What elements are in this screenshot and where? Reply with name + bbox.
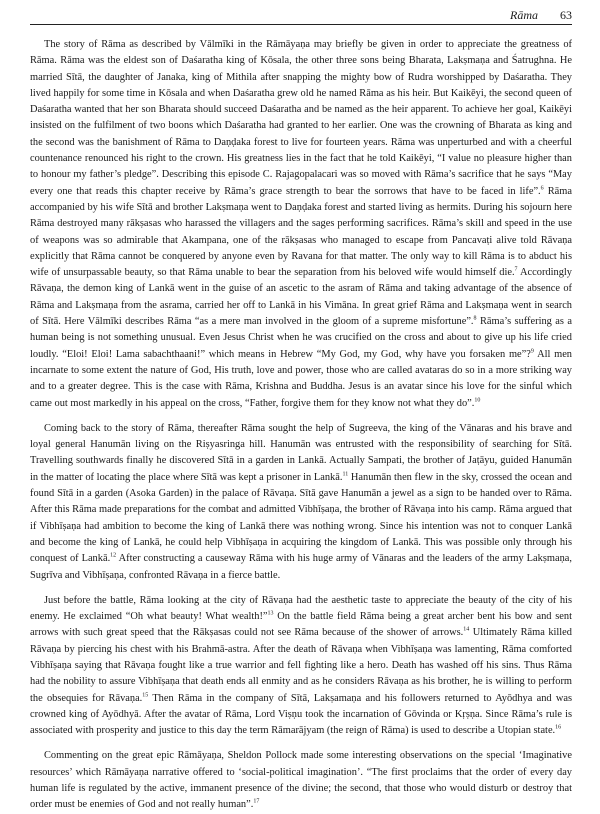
footnote-ref: 15 — [142, 692, 149, 699]
paragraph — [30, 421, 572, 584]
text-run: The story of Rāma as described by Vālmīki in the Rāmāyaṇa may briefly be given in order to appreciate the greatness of Rāma. Rāma was the eldest son of Daśaratha king of Kōsala, the other three sons being Bharata, Lakṣmaṇa and Śatrughna. He married Sītā, the daughter of Janaka, king of Mithila after snapping the mighty bow of Rudra worshipped by Daśaratha. They lived happily for some time in Kōsala and when Daśaratha grew old he named Rāma as his heir. But Kaikēyi, the second queen of Daśaratha wanted that her son Bharata should succeed Daśaratha and be named as the heir apparent. To achieve her goal, Kaikēyi insisted on the fulfilment of two boons which Daśaratha had granted to her earlier. One was the crowning of Bharata as king and the second was the banishment of Rāma to Daṇḍaka forest to live for fourteen years. Rāma was unperturbed and with a cheerful countenance renounced his right to the crown. His greatness lies in the fact that he told Kaikēyi, “I value no pleasure higher than to honour my father’s pledge”. Describing this episode C. Rajagopalacari was so moved with Rāma’s sacrifice that he says “May every one that reads this chapter receive by Rāma’s grace strength to bear the sorrows that have to be faced in life”. — [30, 39, 572, 197]
text-run: All men incarnate to some extent the nature of God, His truth, love and power, those who are called avataras do so in a more striking way and to a greater degree. This is the case with Rāma, Krishna and Buddha. Jesus is an avatar since his love for the sinful which came out most markedly in his appeal on the cross, “Father, forgive them for they know not what they do”. — [30, 348, 572, 409]
footnote-ref: 9 — [530, 348, 534, 355]
running-head — [30, 8, 572, 25]
text-run: Rāma accompanied by his wife Sītā and brother Lakṣmaṇa went to Daṇḍaka forest and started living as hermits. During his sojourn here Rāma destroyed many rākṣasas who harassed the villagers and the sages performing sacrifices. Rāma’s skill and speed in the use of weapons was so admirable that Akampana, one of the rākṣasas who managed to escape from Pancavaṭi alive told Rāvaṇa explicitly that Rāma cannot be conquered by anyone even by Ravana for that matter. The only way to kill Rāma is to abduct his wife of unsurpassable beauty, so that Rāma unable to bear the separation from his beloved wife would himself die. — [30, 185, 572, 279]
text-run: On the battle field Rāma being a great archer bent his bow and sent arrows with such great speed that the Rākṣasas could not see Rāma because of the shower of arrows. — [30, 611, 572, 639]
footnote-ref: 10 — [474, 397, 481, 404]
text-run: Coming back to the story of Rāma, thereafter Rāma sought the help of Sugreeva, the king of the Vānaras and his brave and loyal general Hanumān living on the Riṣyasringa hill. Hanumān was entrusted with the responsibility of searching for Sītā. Travelling southwards finally he discovered Sītā in a garden in Lankā. Actually Sampati, the brother of Jaṭāyu, guided Hanumān in the matter of locating the place where Sītā was kept a prisoner in Lankā. — [30, 422, 572, 483]
footnote-ref: 6 — [540, 185, 544, 192]
paragraph — [30, 593, 572, 740]
footnote-ref: 12 — [110, 552, 117, 559]
footnote-ref: 14 — [463, 626, 470, 633]
text-run: Just before the battle, Rāma looking at the city of Rāvaṇa had the aesthetic taste to appreciate the beauty of the city of his enemy. He exclaimed “Oh what beauty! What wealth!” — [30, 594, 572, 623]
text-run: After constructing a causeway Rāma with his huge army of Vānaras and the leaders of the army Lakṣmaṇa, Sugrīva and Vibhīṣaṇa, confronted Rāvaṇa in a fierce battle. — [30, 553, 572, 581]
text-run: Hanumān then flew in the sky, crossed the ocean and found Sītā in a garden (Asoka Garden) in the palace of Rāvaṇa. Sītā gave Hanumān a jewel as a sign to be handed over to Rāma. After this Rāma made preparations for the combat and admitted Vibhīṣaṇa, the brother of Rāvaṇa into his camp. Rāma argued that if Vibhīṣaṇa had ambition to become the king of Lankā there was nothing wrong. Since his intention was not to conquer Lankā and become the king of Lankā, he could help Vibhīṣaṇa in acquiring the kingdom of Lankā. This was possible only through his conquest of Lankā. — [30, 471, 572, 565]
paragraph — [30, 748, 572, 813]
footnote-ref: 7 — [514, 266, 518, 273]
footnote-ref: 13 — [267, 610, 274, 617]
footnote-ref: 11 — [342, 471, 349, 478]
running-head-title: Rāma — [510, 8, 538, 22]
text-run: Then Rāma in the company of Sītā, Lakṣamaṇa and his followers returned to Ayōdhya and was crowned king of Ayōdhyā. After the avatar of Rāma, Lord Viṣṇu took the incarnation of Gōvinda or Kṛṣṇa. Since Rāma’s rule is associated with prosperity and justice to this day the term Rāmarājyam (the reign of Rāma) is used to describe a Utopian state. — [30, 692, 572, 737]
footnote-ref: 8 — [473, 315, 477, 322]
body-text — [30, 37, 572, 814]
page-number: 63 — [560, 8, 572, 22]
text-run: Ultimately Rāma killed Rāvaṇa by piercing his chest with his Brahmā-astra. After the death of Rāvaṇa when Vibhīṣaṇa was lamenting, Rāma comforted Vibhīṣaṇa saying that Rāvaṇa fought like a true warrior and fell fighting like a hero. Death has washed off his sins. Thus Rāma had the nobility to assure Vibhīṣaṇa that death ends all enmity and as he considers Rāvaṇa as his brother, he is willing to perform the obsequies for Rāvaṇa. — [30, 627, 572, 704]
footnote-ref: 16 — [555, 724, 562, 731]
footnote-ref: 17 — [253, 798, 260, 805]
paragraph — [30, 37, 572, 412]
text-run: Rāma’s suffering as a human being is not something unusual. Even Jesus Christ when he was crucified on the cross and about to give up his life cried loudly. “Eloi! Eloi! Lama sabachthaani!” which means in Hebrew “My God, my God, why have you forsaken me”? — [30, 316, 572, 360]
text-run: Accordingly Rāvaṇa, the demon king of Lankā went in the guise of an ascetic to the asram of Rāma and taking advantage of the absence of Rāma and Lakṣmaṇa from the asrama, carried her off to Lankā in his Vimāna. In great grief Rāma and Lakṣmaṇa went in search of Sītā. Here Vālmīki describes Rāma “as a mere man involved in the gloom of a supreme misfortune”. — [30, 267, 572, 328]
text-run: Commenting on the great epic Rāmāyaṇa, Sheldon Pollock made some interesting observations on the special ‘Imaginative resources’ which Rāmāyaṇa narrative offered to ‘social-political imagination’. “The first proclaims that the order of every day human life is regulated by the active, immanent presence of the divine; the second, that those who would disturb or destroy that order must be enemies of God and not really human”. — [30, 750, 572, 811]
